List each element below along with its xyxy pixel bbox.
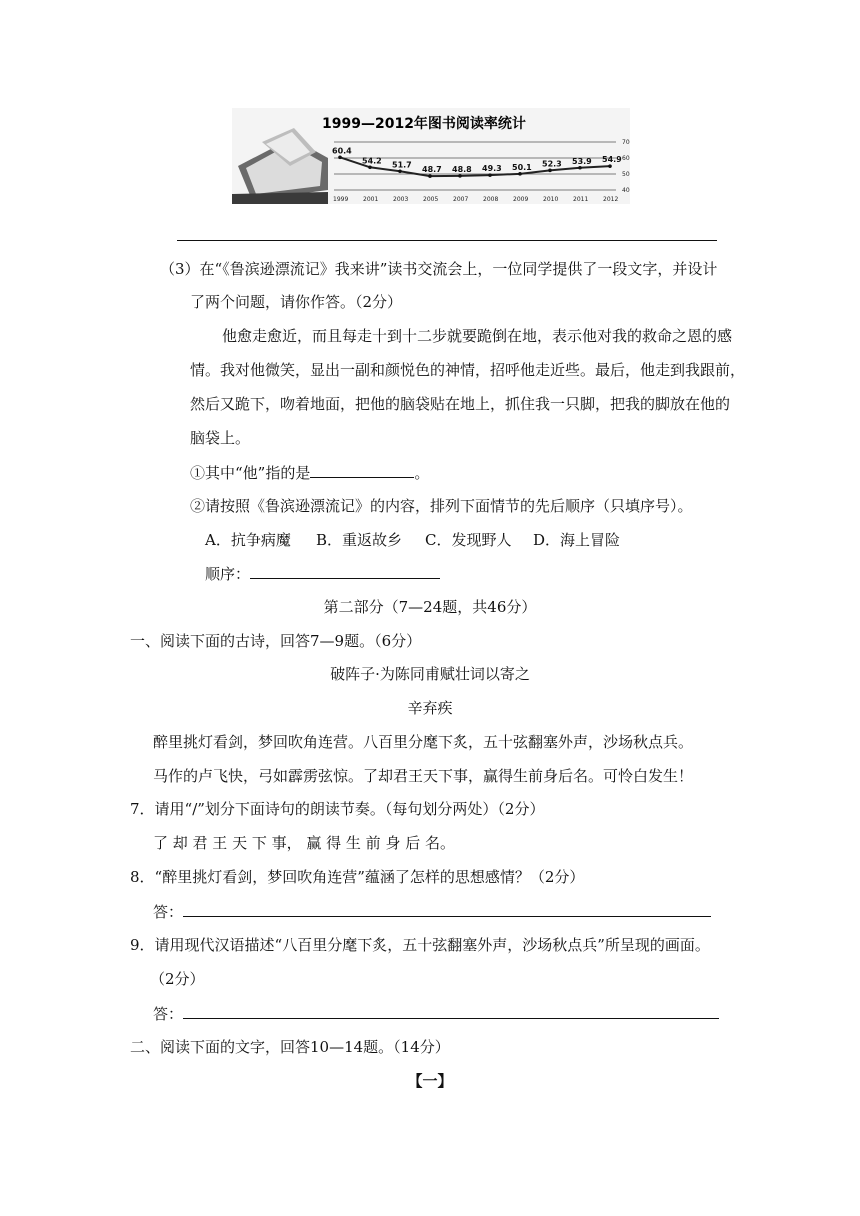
data-label: 48.7 — [422, 165, 442, 175]
data-point — [428, 174, 432, 178]
q9-stem-line2: （2分） — [150, 970, 205, 988]
x-tick-label: 2011 — [573, 196, 589, 203]
order-row — [205, 563, 440, 584]
x-tick-label: 2001 — [363, 196, 379, 203]
order-label: 顺序： — [205, 565, 251, 583]
option-a: A．抗争病魔 — [205, 531, 291, 549]
data-point — [548, 169, 552, 173]
x-tick-label: 2008 — [483, 196, 499, 203]
data-point — [488, 173, 492, 177]
subsection-heading: 【一】 — [407, 1072, 453, 1090]
y-tick-label: 50 — [622, 171, 630, 178]
data-label: 53.9 — [572, 156, 592, 166]
option-b: B．重返故乡 — [316, 531, 403, 549]
data-label: 50.1 — [512, 162, 532, 172]
x-tick-label: 2010 — [543, 196, 559, 203]
q8-stem: 8．“醉里挑灯看剑，梦回吹角连营”蕴涵了怎样的思想感情？（2分） — [130, 868, 585, 886]
x-tick-label: 1999 — [333, 196, 349, 203]
divider-line — [177, 240, 717, 241]
q9-answer-label: 答： — [153, 1005, 184, 1023]
order-answer-blank[interactable] — [250, 563, 440, 579]
q9-answer-row — [153, 1003, 719, 1024]
data-point — [608, 164, 612, 168]
data-label: 54.9 — [602, 155, 622, 165]
data-point — [458, 174, 462, 178]
option-d: D．海上冒险 — [533, 531, 621, 549]
passage-line-1: 他愈走愈近，而且每走十到十二步就要跪倒在地，表示他对我的救命之恩的感 — [222, 327, 733, 345]
data-point — [398, 169, 402, 173]
y-tick-label: 40 — [622, 187, 630, 194]
section1-heading: 一、阅读下面的古诗，回答7—9题。（6分） — [130, 632, 422, 650]
x-tick-label: 2007 — [453, 196, 469, 203]
data-point — [578, 166, 582, 170]
section2-heading: 二、阅读下面的文字，回答10—14题。（14分） — [130, 1038, 450, 1056]
poem-line-2: 马作的卢飞快，弓如霹雳弦惊。了却君王天下事，赢得生前身后名。可怜白发生！ — [153, 767, 694, 785]
data-label: 52.3 — [542, 159, 562, 169]
passage-line-3: 然后又跪下，吻着地面，把他的脑袋贴在地上，抓住我一只脚，把我的脚放在他的 — [190, 395, 731, 413]
poem-line-1: 醉里挑灯看剑，梦回吹角连营。八百里分麾下炙，五十弦翻塞外声，沙场秋点兵。 — [153, 733, 694, 751]
x-tick-label: 2005 — [423, 196, 439, 203]
data-label: 60.4 — [332, 146, 352, 156]
option-c: C．发现野人 — [425, 531, 512, 549]
q3-sub2: ②请按照《鲁滨逊漂流记》的内容，排列下面情节的先后顺序（只填序号）。 — [190, 497, 693, 515]
q3-stem-line2: 了两个问题，请你作答。（2分） — [190, 293, 403, 311]
x-tick-label: 2012 — [603, 196, 619, 203]
reading-rate-chart — [232, 108, 630, 204]
chart-svg — [232, 108, 630, 204]
y-tick-label: 70 — [622, 139, 630, 146]
q3-sub1-prefix: ①其中“他”指的是 — [190, 464, 311, 482]
q8-answer-blank[interactable] — [183, 901, 711, 917]
q3-sub1-suffix: 。 — [414, 464, 430, 482]
passage-line-2: 情。我对他微笑，显出一副和颜悦色的神情，招呼他走近些。最后，他走到我跟前， — [190, 361, 746, 379]
x-tick-label: 2009 — [513, 196, 529, 203]
poem-author: 辛弃疾 — [407, 699, 453, 717]
data-point — [338, 156, 342, 160]
data-point — [368, 165, 372, 169]
q3-stem-line1: （3）在“《鲁滨逊漂流记》我来讲”读书交流会上，一位同学提供了一段文字，并设计 — [160, 260, 718, 278]
data-label: 54.2 — [362, 156, 382, 166]
q7-poem-line: 了 却 君 王 天 下 事， 赢 得 生 前 身 后 名。 — [153, 834, 455, 852]
poem-title: 破阵子·为陈同甫赋壮词以寄之 — [330, 665, 530, 683]
q9-answer-blank[interactable] — [183, 1003, 719, 1019]
passage-line-4: 脑袋上。 — [190, 429, 251, 447]
q7-stem: 7．请用“/”划分下面诗句的朗读节奏。（每句划分两处）（2分） — [130, 800, 545, 818]
chart-title: 1999—2012年图书阅读率统计 — [322, 116, 526, 132]
data-point — [518, 172, 522, 176]
q9-stem-line1: 9．请用现代汉语描述“八百里分麾下炙，五十弦翻塞外声，沙场秋点兵”所呈现的画面。 — [130, 936, 710, 954]
y-tick-label: 60 — [622, 155, 630, 162]
x-tick-label: 2003 — [393, 196, 409, 203]
q3-sub1 — [190, 462, 429, 483]
data-label: 49.3 — [482, 164, 502, 174]
q8-answer-row — [153, 901, 711, 922]
data-label: 48.8 — [452, 164, 472, 174]
data-label: 51.7 — [392, 160, 412, 170]
q3-sub1-answer-blank[interactable] — [310, 462, 414, 478]
q8-answer-label: 答： — [153, 903, 184, 921]
part2-heading: 第二部分（7—24题，共46分） — [323, 598, 537, 616]
